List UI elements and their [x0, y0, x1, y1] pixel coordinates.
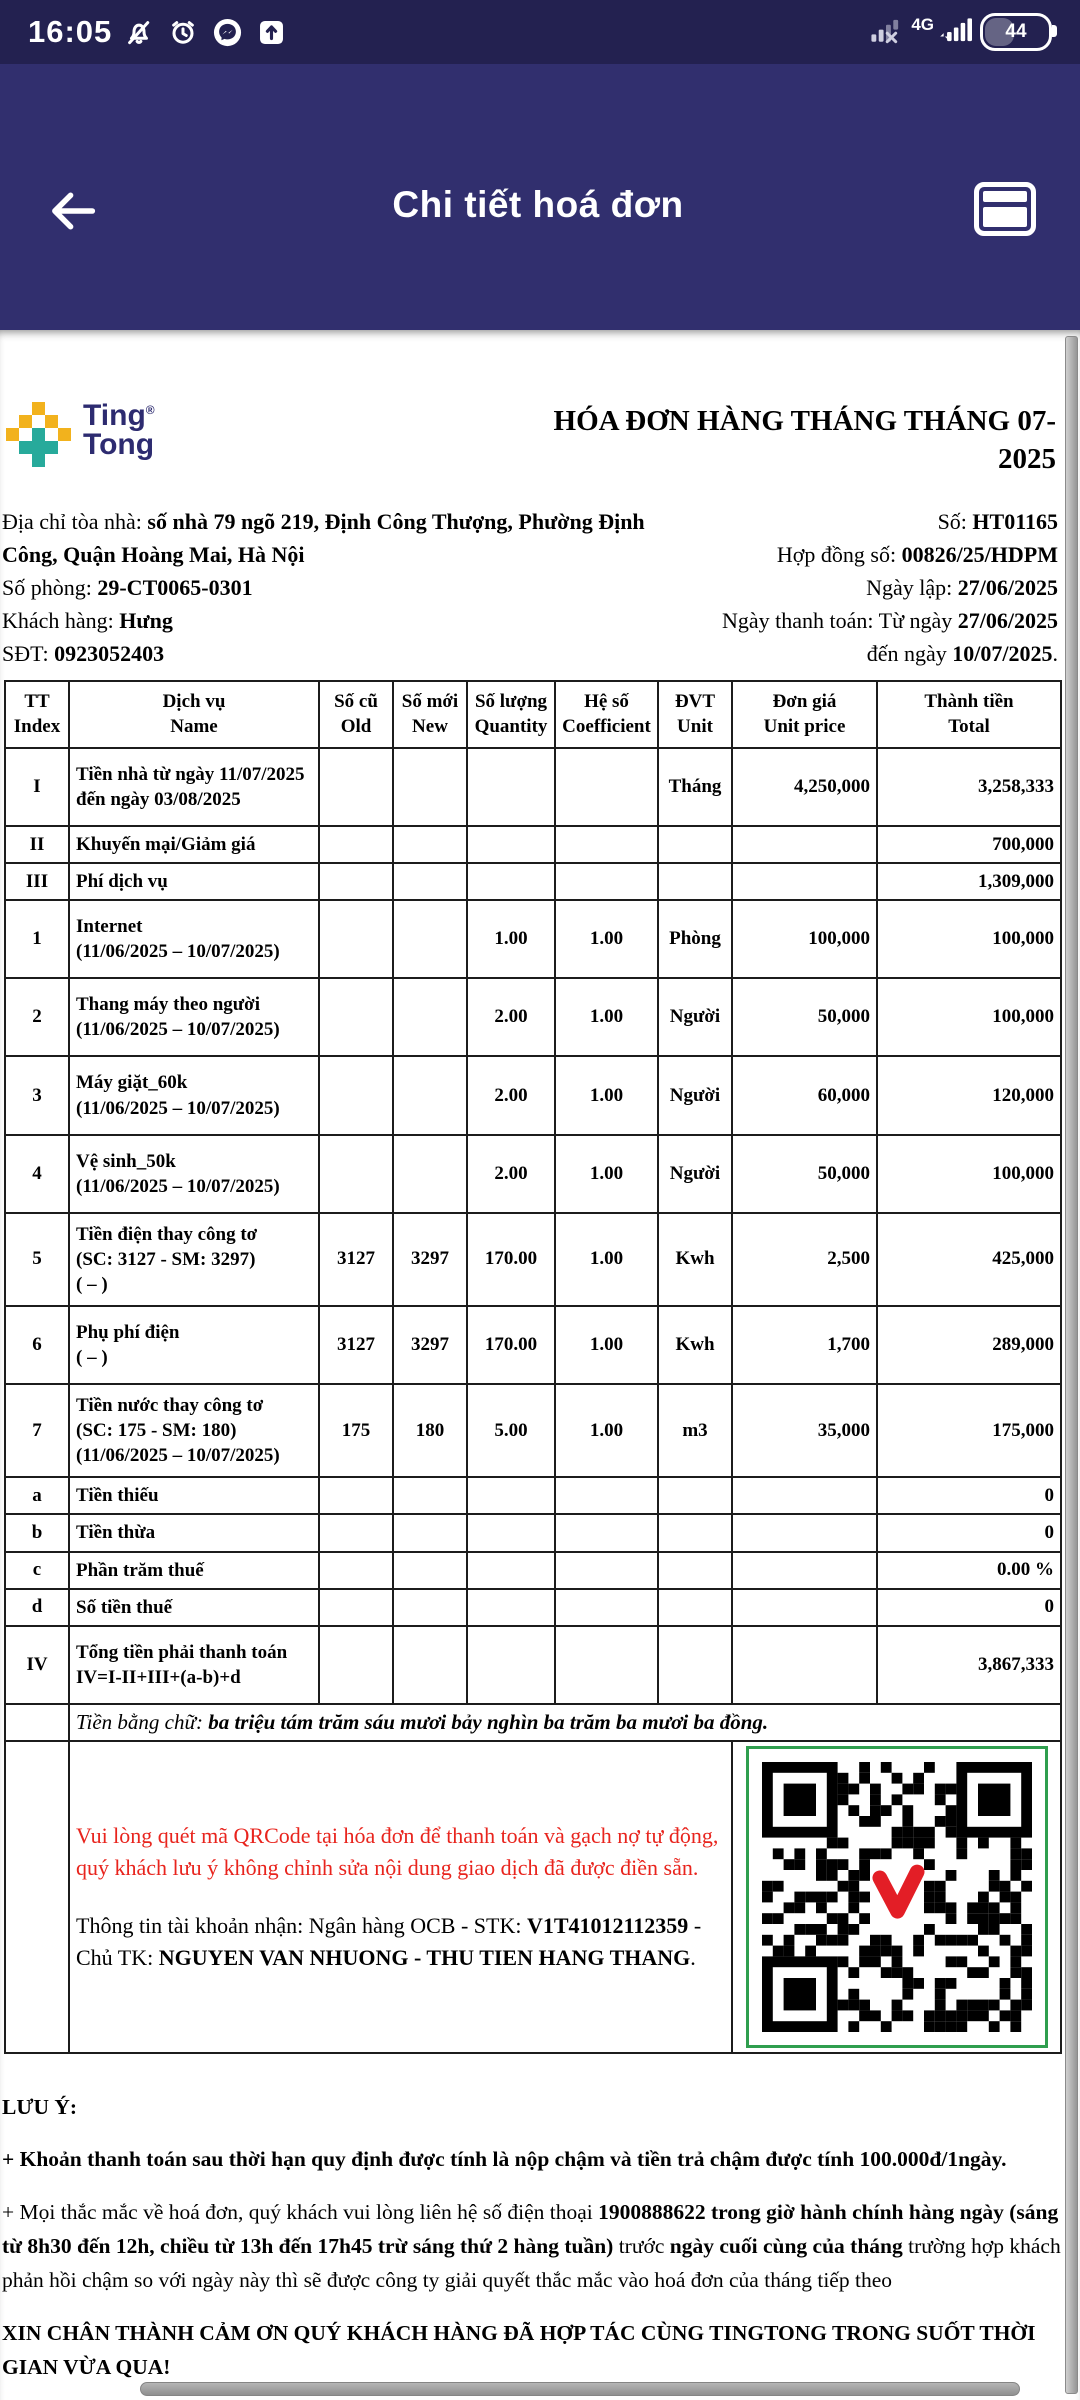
note-late-fee: + Khoản thanh toán sau thời hạn quy định được tính là nộp chậm và tiền trả chậm được tính 100.000đ/1ngày.	[2, 2147, 1007, 2172]
cell-unit-price	[732, 1552, 877, 1589]
battery-percent: 44	[1005, 21, 1027, 42]
cell-old	[319, 1626, 393, 1704]
cell-total: 100,000	[877, 978, 1061, 1056]
cell-unit-price: 1,700	[732, 1306, 877, 1384]
qr-code-frame	[746, 1746, 1048, 2048]
cell-unit-price: 60,000	[732, 1056, 877, 1134]
cell-unit-price: 4,250,000	[732, 748, 877, 826]
cell-quantity: 170.00	[467, 1213, 555, 1306]
cell-new	[393, 1477, 467, 1514]
cell-old	[319, 1514, 393, 1551]
qr-code-cell	[732, 1741, 1061, 2053]
cell-service-name: Số tiền thuế	[69, 1589, 319, 1626]
cell-total: 0	[877, 1477, 1061, 1514]
cell-unit-price: 100,000	[732, 900, 877, 978]
table-row	[5, 1626, 1061, 1704]
cell-unit-price	[732, 1477, 877, 1514]
invoice-info-line: Khách hàng: Hưng	[2, 607, 173, 633]
table-row	[5, 826, 1061, 863]
cell-index: III	[5, 863, 69, 900]
cell-index: 3	[5, 1056, 69, 1134]
cell-old	[319, 900, 393, 978]
cell-coefficient	[555, 1477, 658, 1514]
cell-unit: m3	[658, 1384, 732, 1477]
bell-muted-icon	[122, 15, 156, 49]
cell-unit: Người	[658, 1135, 732, 1213]
table-row	[5, 1384, 1061, 1477]
invoice-info-right	[702, 505, 1058, 670]
cell-old: 175	[319, 1384, 393, 1477]
cell-new: 3297	[393, 1213, 467, 1306]
table-row	[5, 1477, 1061, 1514]
invoice-info-line: Số: HT01165	[937, 508, 1058, 534]
invoice-info-line: SĐT: 0923052403	[2, 640, 165, 666]
invoice-info-line: Ngày lập: 27/06/2025	[866, 574, 1058, 600]
cell-coefficient	[555, 826, 658, 863]
cell-coefficient	[555, 863, 658, 900]
invoice-card-icon	[974, 182, 1036, 236]
cell-unit	[658, 1477, 732, 1514]
cell-index: 6	[5, 1306, 69, 1384]
cell-unit-price	[732, 1626, 877, 1704]
cell-quantity: 2.00	[467, 1056, 555, 1134]
cell-unit	[658, 1552, 732, 1589]
table-row	[5, 1056, 1061, 1134]
cell-total: 120,000	[877, 1056, 1061, 1134]
cell-old	[319, 978, 393, 1056]
table-row	[5, 1306, 1061, 1384]
cell-coefficient: 1.00	[555, 1384, 658, 1477]
cell-unit-price: 50,000	[732, 1135, 877, 1213]
column-header: Đơn giá Unit price	[732, 681, 877, 748]
table-row	[5, 1213, 1061, 1306]
cell-index: 5	[5, 1213, 69, 1306]
cell-service-name: Tiền nước thay công tơ (SC: 175 - SM: 180) (11/06/2025 – 10/07/2025)	[69, 1384, 319, 1477]
cell-quantity	[467, 748, 555, 826]
cell-new	[393, 1552, 467, 1589]
cell-service-name: Tiền điện thay công tơ (SC: 3127 - SM: 3297) ( – )	[69, 1213, 319, 1306]
cell-unit	[658, 1589, 732, 1626]
cell-total: 1,309,000	[877, 863, 1061, 900]
cell-unit-price	[732, 863, 877, 900]
cell-quantity	[467, 863, 555, 900]
cell-index	[5, 1704, 69, 1741]
cell-index: 2	[5, 978, 69, 1056]
cell-index: I	[5, 748, 69, 826]
cell-unit	[658, 1626, 732, 1704]
cell-old	[319, 826, 393, 863]
signal-no-service-icon	[869, 15, 903, 49]
column-header: TT Index	[5, 681, 69, 748]
cell-coefficient	[555, 748, 658, 826]
cell-quantity	[467, 1477, 555, 1514]
cell-old	[319, 863, 393, 900]
cell-new	[393, 1626, 467, 1704]
cell-total: 425,000	[877, 1213, 1061, 1306]
cell-coefficient: 1.00	[555, 1306, 658, 1384]
invoice-card-button[interactable]	[974, 182, 1036, 236]
status-bar-left	[28, 14, 288, 50]
cell-coefficient	[555, 1589, 658, 1626]
status-bar	[0, 0, 1080, 64]
cell-coefficient	[555, 1626, 658, 1704]
qr-instruction-note: Vui lòng quét mã QRCode tại hóa đơn để thanh toán và gạch nợ tự động, quý khách lưu ý không chỉnh sửa nội dung giao dịch đã được điền sẵn.	[76, 1823, 719, 1880]
cell-total: 700,000	[877, 826, 1061, 863]
cell-quantity	[467, 826, 555, 863]
cell-coefficient: 1.00	[555, 1135, 658, 1213]
cell-old	[319, 1056, 393, 1134]
column-header: ĐVT Unit	[658, 681, 732, 748]
cell-coefficient: 1.00	[555, 1213, 658, 1306]
cell-quantity: 170.00	[467, 1306, 555, 1384]
cell-index: IV	[5, 1626, 69, 1704]
cell-service-name: Phần trăm thuế	[69, 1552, 319, 1589]
column-header: Dịch vụ Name	[69, 681, 319, 748]
column-header: Số lượng Quantity	[467, 681, 555, 748]
invoice-document	[0, 330, 1080, 2400]
cell-quantity	[467, 1514, 555, 1551]
cell-total: 0	[877, 1514, 1061, 1551]
cell-unit-price	[732, 826, 877, 863]
tingtong-logo-text: Ting® Tong	[83, 399, 155, 461]
table-row	[5, 1135, 1061, 1213]
network-4g-label: 4G	[911, 14, 934, 34]
amount-in-words: Tiền bằng chữ: ba triệu tám trăm sáu mươi bảy nghìn ba trăm ba mươi ba đồng.	[69, 1704, 1061, 1741]
status-time: 16:05	[28, 14, 113, 49]
cell-new	[393, 900, 467, 978]
cell-service-name: Phụ phí điện ( – )	[69, 1306, 319, 1384]
cell-total: 289,000	[877, 1306, 1061, 1384]
cell-index	[5, 1741, 69, 2053]
cell-old	[319, 1589, 393, 1626]
cell-new	[393, 1135, 467, 1213]
cell-old: 3127	[319, 1306, 393, 1384]
cell-old	[319, 1135, 393, 1213]
signal-4g-icon	[938, 15, 972, 49]
table-row	[5, 1552, 1061, 1589]
column-header: Số cũ Old	[319, 681, 393, 748]
cell-unit	[658, 1514, 732, 1551]
cell-service-name: Khuyến mại/Giảm giá	[69, 826, 319, 863]
cell-quantity: 2.00	[467, 1135, 555, 1213]
alarm-clock-icon	[166, 15, 200, 49]
invoice-table	[4, 680, 1062, 2054]
horizontal-scrollbar[interactable]	[140, 2382, 1020, 2396]
cell-new	[393, 1589, 467, 1626]
table-header-row	[5, 681, 1061, 748]
cell-coefficient	[555, 1514, 658, 1551]
cell-unit-price: 2,500	[732, 1213, 877, 1306]
account-info: Thông tin tài khoản nhận: Ngân hàng OCB - STK: V1T41012112359 - Chủ TK: NGUYEN VAN NHUONG - THU TIEN HANG THANG.	[76, 1912, 702, 1970]
cell-index: II	[5, 826, 69, 863]
app-bar	[0, 64, 1080, 330]
upload-icon	[254, 15, 288, 49]
note-contact: + Mọi thắc mắc về hoá đơn, quý khách vui lòng liên hệ số điện thoại 1900888622 trong giờ hành chính hàng ngày (sáng từ 8h30 đến 12h, chiều từ 13h đến 17h45 trừ sáng thứ 2 hàng tuần) trước ngày cuối cùng của tháng trường hợp khách phản hồi chậm so với ngày này thì sẽ được công ty giải quyết thắc mắc vào hoá đơn của tháng tiếp theo	[2, 2199, 1061, 2293]
cell-unit-price	[732, 1589, 877, 1626]
invoice-info-line: Địa chỉ tòa nhà: số nhà 79 ngõ 219, Định Công Thượng, Phường Định Công, Quận Hoàng Mai, Hà Nội	[2, 508, 645, 567]
cell-unit: Tháng	[658, 748, 732, 826]
cell-coefficient	[555, 1552, 658, 1589]
table-row	[5, 1589, 1061, 1626]
battery-icon	[980, 13, 1052, 51]
invoice-info-line: Ngày thanh toán: Từ ngày 27/06/2025 đến ngày 10/07/2025.	[722, 607, 1058, 666]
status-bar-right	[869, 13, 1052, 51]
cell-new	[393, 978, 467, 1056]
cell-unit	[658, 863, 732, 900]
cell-total: 3,867,333	[877, 1626, 1061, 1704]
cell-quantity: 1.00	[467, 900, 555, 978]
invoice-notes	[2, 2090, 1062, 2385]
table-row	[5, 863, 1061, 900]
cell-quantity	[467, 1552, 555, 1589]
cell-unit-price: 35,000	[732, 1384, 877, 1477]
tingtong-logo	[6, 399, 155, 467]
cell-service-name: Vệ sinh_50k (11/06/2025 – 10/07/2025)	[69, 1135, 319, 1213]
cell-service-name: Internet (11/06/2025 – 10/07/2025)	[69, 900, 319, 978]
column-header: Số mới New	[393, 681, 467, 748]
vertical-scrollbar[interactable]	[1065, 336, 1078, 2394]
invoice-title: HÓA ĐƠN HÀNG THÁNG THÁNG 07-2025	[553, 405, 1056, 476]
cell-total: 100,000	[877, 900, 1061, 978]
cell-new: 180	[393, 1384, 467, 1477]
cell-total: 0.00 %	[877, 1552, 1061, 1589]
cell-index: d	[5, 1589, 69, 1626]
cell-index: b	[5, 1514, 69, 1551]
cell-quantity	[467, 1626, 555, 1704]
invoice-info-left	[2, 505, 702, 670]
cell-service-name: Tiền thiếu	[69, 1477, 319, 1514]
column-header: Hệ số Coefficient	[555, 681, 658, 748]
cell-total: 0	[877, 1589, 1061, 1626]
cell-index: 4	[5, 1135, 69, 1213]
cell-service-name: Tiền thừa	[69, 1514, 319, 1551]
cell-service-name: Tổng tiền phải thanh toán IV=I-II+III+(a-b)+d	[69, 1626, 319, 1704]
cell-new: 3297	[393, 1306, 467, 1384]
table-row	[5, 900, 1061, 978]
cell-total: 3,258,333	[877, 748, 1061, 826]
cell-quantity	[467, 1589, 555, 1626]
qr-row	[5, 1741, 1061, 2053]
cell-coefficient: 1.00	[555, 900, 658, 978]
cell-new	[393, 826, 467, 863]
cell-index: 7	[5, 1384, 69, 1477]
cell-unit-price	[732, 1514, 877, 1551]
cell-quantity: 5.00	[467, 1384, 555, 1477]
battery-nub	[1052, 25, 1057, 37]
cell-new	[393, 1514, 467, 1551]
messenger-icon	[210, 15, 244, 49]
cell-old	[319, 1552, 393, 1589]
cell-index: 1	[5, 900, 69, 978]
cell-unit-price: 50,000	[732, 978, 877, 1056]
cell-unit: Kwh	[658, 1213, 732, 1306]
cell-new	[393, 1056, 467, 1134]
cell-old	[319, 1477, 393, 1514]
cell-quantity: 2.00	[467, 978, 555, 1056]
invoice-info	[2, 505, 1058, 670]
column-header: Thành tiền Total	[877, 681, 1061, 748]
table-row	[5, 1514, 1061, 1551]
page-title: Chi tiết hoá đơn	[392, 184, 684, 225]
table-row	[5, 978, 1061, 1056]
cell-service-name: Tiền nhà từ ngày 11/07/2025 đến ngày 03/08/2025	[69, 748, 319, 826]
cell-service-name: Máy giặt_60k (11/06/2025 – 10/07/2025)	[69, 1056, 319, 1134]
cell-unit: Phòng	[658, 900, 732, 978]
qr-code	[762, 1762, 1032, 2032]
arrow-left-icon	[44, 182, 102, 243]
amount-in-words-row	[5, 1704, 1061, 1741]
invoice-info-line: Số phòng: 29-CT0065-0301	[2, 574, 253, 600]
cell-new	[393, 748, 467, 826]
cell-new	[393, 863, 467, 900]
cell-coefficient: 1.00	[555, 978, 658, 1056]
cell-total: 100,000	[877, 1135, 1061, 1213]
back-button[interactable]	[44, 182, 102, 243]
cell-old	[319, 748, 393, 826]
table-row	[5, 748, 1061, 826]
cell-unit: Người	[658, 1056, 732, 1134]
cell-index: c	[5, 1552, 69, 1589]
cell-old: 3127	[319, 1213, 393, 1306]
notes-heading: LƯU Ý:	[2, 2094, 78, 2119]
invoice-head	[6, 399, 1056, 479]
cell-index: a	[5, 1477, 69, 1514]
cell-service-name: Phí dịch vụ	[69, 863, 319, 900]
cell-total: 175,000	[877, 1384, 1061, 1477]
tingtong-logo-mark	[6, 402, 71, 467]
payment-instructions	[69, 1741, 732, 2053]
cell-unit: Kwh	[658, 1306, 732, 1384]
cell-coefficient: 1.00	[555, 1056, 658, 1134]
cell-unit: Người	[658, 978, 732, 1056]
cell-unit	[658, 826, 732, 863]
invoice-info-line: Hợp đồng số: 00826/25/HDPM	[776, 541, 1058, 567]
thanks-note: XIN CHÂN THÀNH CẢM ƠN QUÝ KHÁCH HÀNG ĐÃ HỢP TÁC CÙNG TINGTONG TRONG SUỐT THỜI GIAN VỪA QUA!	[2, 2320, 1036, 2380]
cell-service-name: Thang máy theo người (11/06/2025 – 10/07/2025)	[69, 978, 319, 1056]
